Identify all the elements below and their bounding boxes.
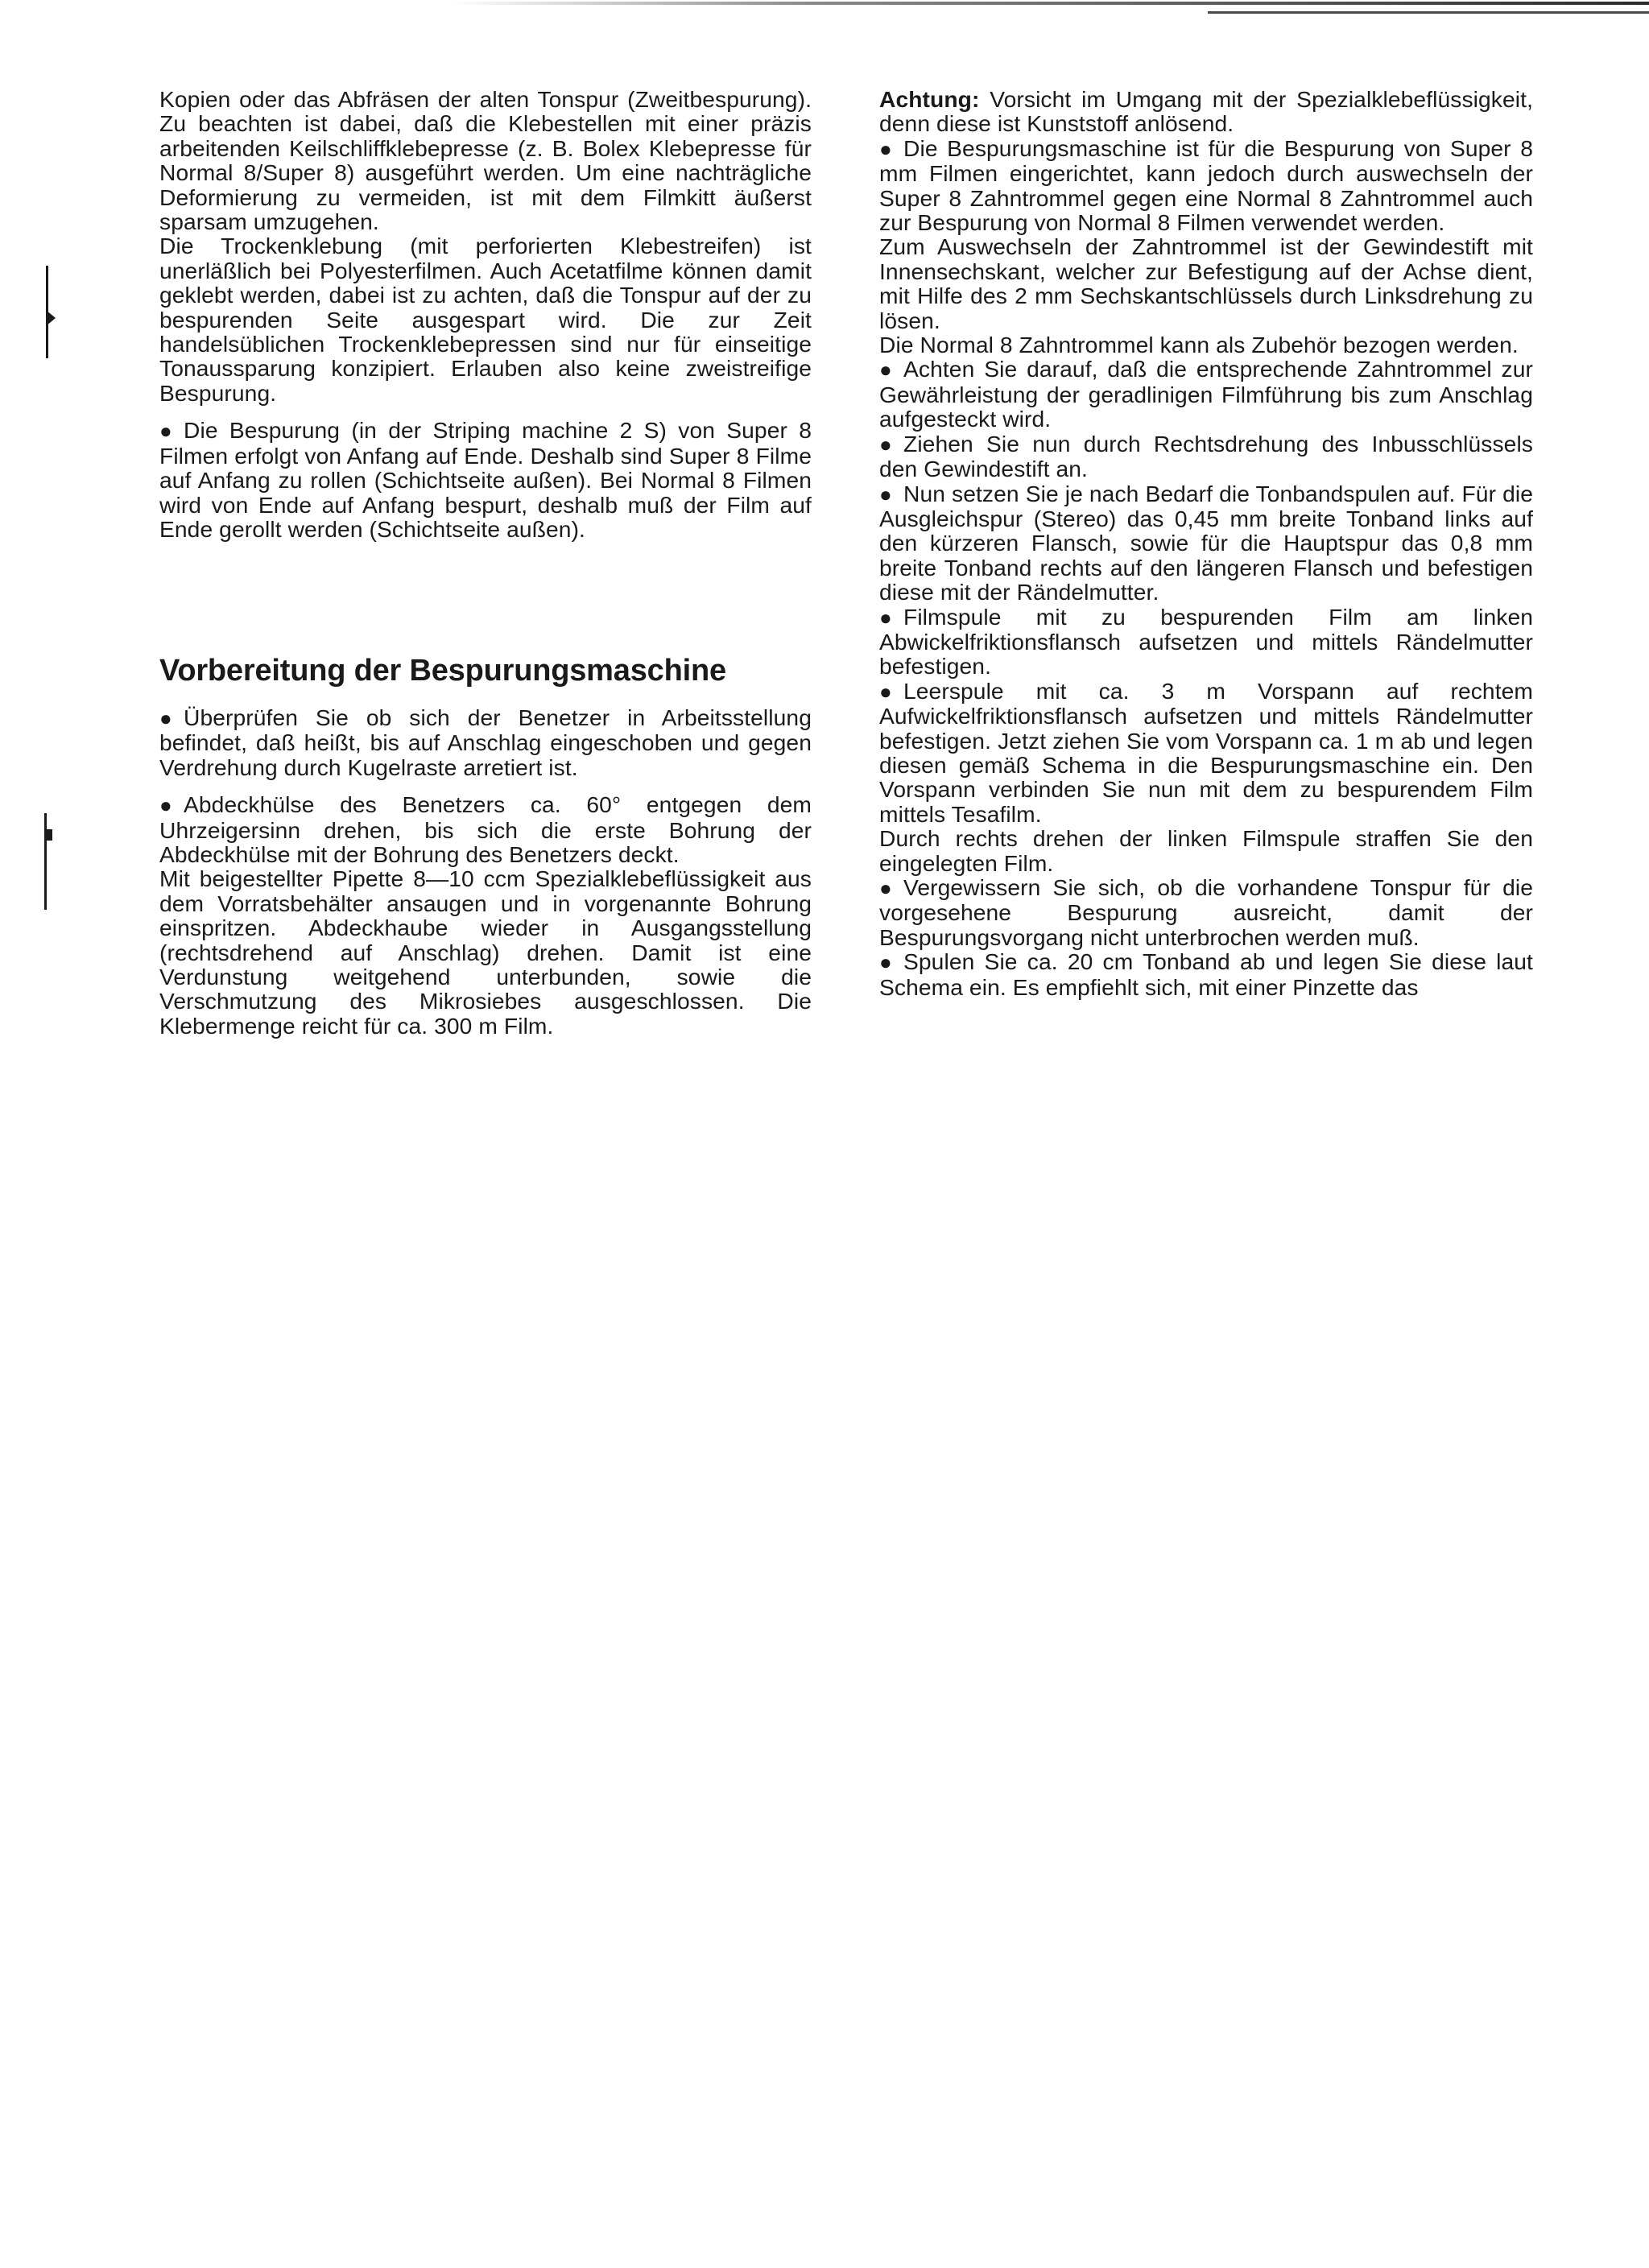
bullet-tighten-screw [879, 432, 1533, 481]
bullet-icon: ● [159, 706, 172, 730]
bullet-icon: ● [879, 876, 892, 900]
paragraph-splicing: Kopien oder das Abfräsen der alten Tonspur (Zweitbespurung). Zu beachten ist dabei, daß die Klebestellen mit einer präzis arbeitenden Keilschliffklebepresse (z. B. Bolex Klebepresse für Normal 8/Super 8) ausgeführt werden. Um eine nachträgliche Deformierung zu vermeiden, ist mit dem Filmkitt äußerst sparsam umzugehen. [159, 86, 812, 235]
scan-edge-line [451, 2, 1649, 5]
bullet-machine-setup [879, 136, 1533, 235]
margin-mark-top [46, 266, 48, 358]
bullet-icon: ● [879, 950, 892, 975]
bullet-icon: ● [159, 793, 172, 818]
scan-edge-line-2 [1208, 11, 1649, 14]
bullet-icon: ● [879, 679, 892, 704]
bullet-text: Die Bespurung (in der Striping machine 2 S) von Super 8 Filmen erfolgt von Anfang auf Ende. Deshalb sind Super 8 Filme auf Anfang zu rollen (Schichtseite außen). Bei Normal 8 Filmen wird von Ende auf Anfang bespurt, deshalb muß der Film auf Ende gerollt werden (Schichtseite außen). [159, 417, 812, 542]
section-heading: Vorbereitung der Bespurungsmaschine [159, 654, 726, 688]
bullet-film-spool [879, 605, 1533, 679]
bullet-text: Leerspule mit ca. 3 m Vorspann auf rechtem Aufwickelfriktionsflansch aufsetzen und mittels Rändelmutter befestigen. Jetzt ziehen Sie vom Vorspann ca. 1 m ab und legen diesen gemäß Schema in die Bespurungsmaschine ein. Den Vorspann verbinden Sie nun mit dem zu bespurendem Film mittels Tesafilm. [879, 677, 1533, 827]
bullet-sprocket-mount [879, 357, 1533, 431]
paragraph-pipette: Mit beigestellter Pipette 8—10 ccm Spezialklebeflüssigkeit aus dem Vorratsbehälter ansaugen und in vorgenannte Bohrung einspritzen. Abdeckhaube wieder in Ausgangsstellung (rechtsdrehend auf Anschlag) drehen. Damit ist eine Verdunstung weitgehend unterbunden, sowie die Verschmutzung des Mikrosiebes ausgeschlossen. Die Klebermenge reicht für ca. 300 m Film. [159, 865, 812, 1039]
bullet-text: Überprüfen Sie ob sich der Benetzer in Arbeitsstellung befindet, daß heißt, bis auf Anschlag eingeschoben und gegen Verdrehung durch Kugelraste arretiert ist. [159, 704, 812, 780]
left-column-top [159, 87, 812, 541]
bullet-cover-sleeve [159, 792, 812, 866]
warning-label: Achtung: [879, 86, 980, 112]
bullet-icon: ● [879, 432, 892, 456]
bullet-verify-track [879, 875, 1533, 949]
left-column-lower [159, 705, 812, 1038]
bullet-icon: ● [879, 605, 892, 630]
bullet-tape-spools [879, 481, 1533, 605]
paragraph-sprocket-change: Zum Auswechseln der Zahntrommel ist der Gewindestift mit Innensechskant, welcher zur Befestigung auf der Achse dient, mit Hilfe des 2 mm Sechskantschlüssels durch Linksdrehung zu lösen. [879, 233, 1533, 333]
bullet-check-wetter [159, 705, 812, 779]
paragraph-tension-film: Durch rechts drehen der linken Filmspule straffen Sie den eingelegten Film. [879, 825, 1533, 876]
warning-paragraph [879, 87, 1533, 136]
right-column [879, 87, 1533, 999]
bullet-text: Abdeckhülse des Benetzers ca. 60° entgegen dem Uhrzeigersinn drehen, bis sich die erste Bohrung der Abdeckhülse mit der Bohrung des Benetzers deckt. [159, 791, 812, 868]
margin-mark-bottom [44, 813, 47, 910]
bullet-striping-direction [159, 418, 812, 541]
paragraph-dry-splice: Die Trockenklebung (mit perforierten Klebestreifen) ist unerläßlich bei Polyesterfilmen. Auch Acetatfilme können damit geklebt werden, dabei ist zu achten, daß die Tonspur auf der zu bespurenden Seite ausgespart wird. Die zur Zeit handelsüblichen Trockenklebepressen sind nur für einseitige Tonaussparung konzipiert. Erlauben also keine zweistreifige Bespurung. [159, 233, 812, 406]
bullet-icon: ● [879, 481, 892, 506]
bullet-icon: ● [879, 136, 892, 161]
bullet-text: Achten Sie darauf, daß die entsprechende Zahntrommel zur Gewährleistung der geradlinigen Filmführung bis zum Anschlag aufgesteckt wird. [879, 356, 1533, 432]
bullet-unwind-tape [879, 949, 1533, 999]
bullet-text: Filmspule mit zu bespurenden Film am linken Abwickelfriktionsflansch aufsetzen und mittels Rändelmutter befestigen. [879, 603, 1533, 680]
bullet-text: Ziehen Sie nun durch Rechtsdrehung des Inbusschlüssels den Gewindestift an. [879, 430, 1533, 482]
bullet-icon: ● [159, 419, 172, 444]
bullet-text: Spulen Sie ca. 20 cm Tonband ab und legen Sie diese laut Schema ein. Es empfiehlt sich, mit einer Pinzette das [879, 948, 1533, 1000]
bullet-text: Nun setzen Sie je nach Bedarf die Tonbandspulen auf. Für die Ausgleichspur (Stereo) das 0,45 mm breite Tonband links auf den kürzeren Flansch, sowie für die Hauptspur das 0,8 mm breite Tonband rechts auf den längeren Flansch und befestigen diese mit der Rändelmutter. [879, 480, 1533, 605]
bullet-text: Die Bespurungsmaschine ist für die Bespurung von Super 8 mm Filmen eingerichtet, kann jedoch durch auswechseln der Super 8 Zahntrommel gegen eine Normal 8 Zahntrommel auch zur Bespurung von Normal 8 Filmen verwendet werden. [879, 134, 1533, 236]
bullet-leader-spool [879, 679, 1533, 826]
bullet-text: Vergewissern Sie sich, ob die vorhandene Tonspur für die vorgesehene Bespurung ausreicht, damit der Bespurungsvorgang nicht unterbrochen werden muß. [879, 874, 1533, 950]
warning-text: Vorsicht im Umgang mit der Spezialklebeflüssigkeit, denn diese ist Kunststoff anlösend. [879, 86, 1533, 137]
paragraph-accessory: Die Normal 8 Zahntrommel kann als Zubehör bezogen werden. [879, 332, 1519, 358]
bullet-icon: ● [879, 357, 892, 382]
